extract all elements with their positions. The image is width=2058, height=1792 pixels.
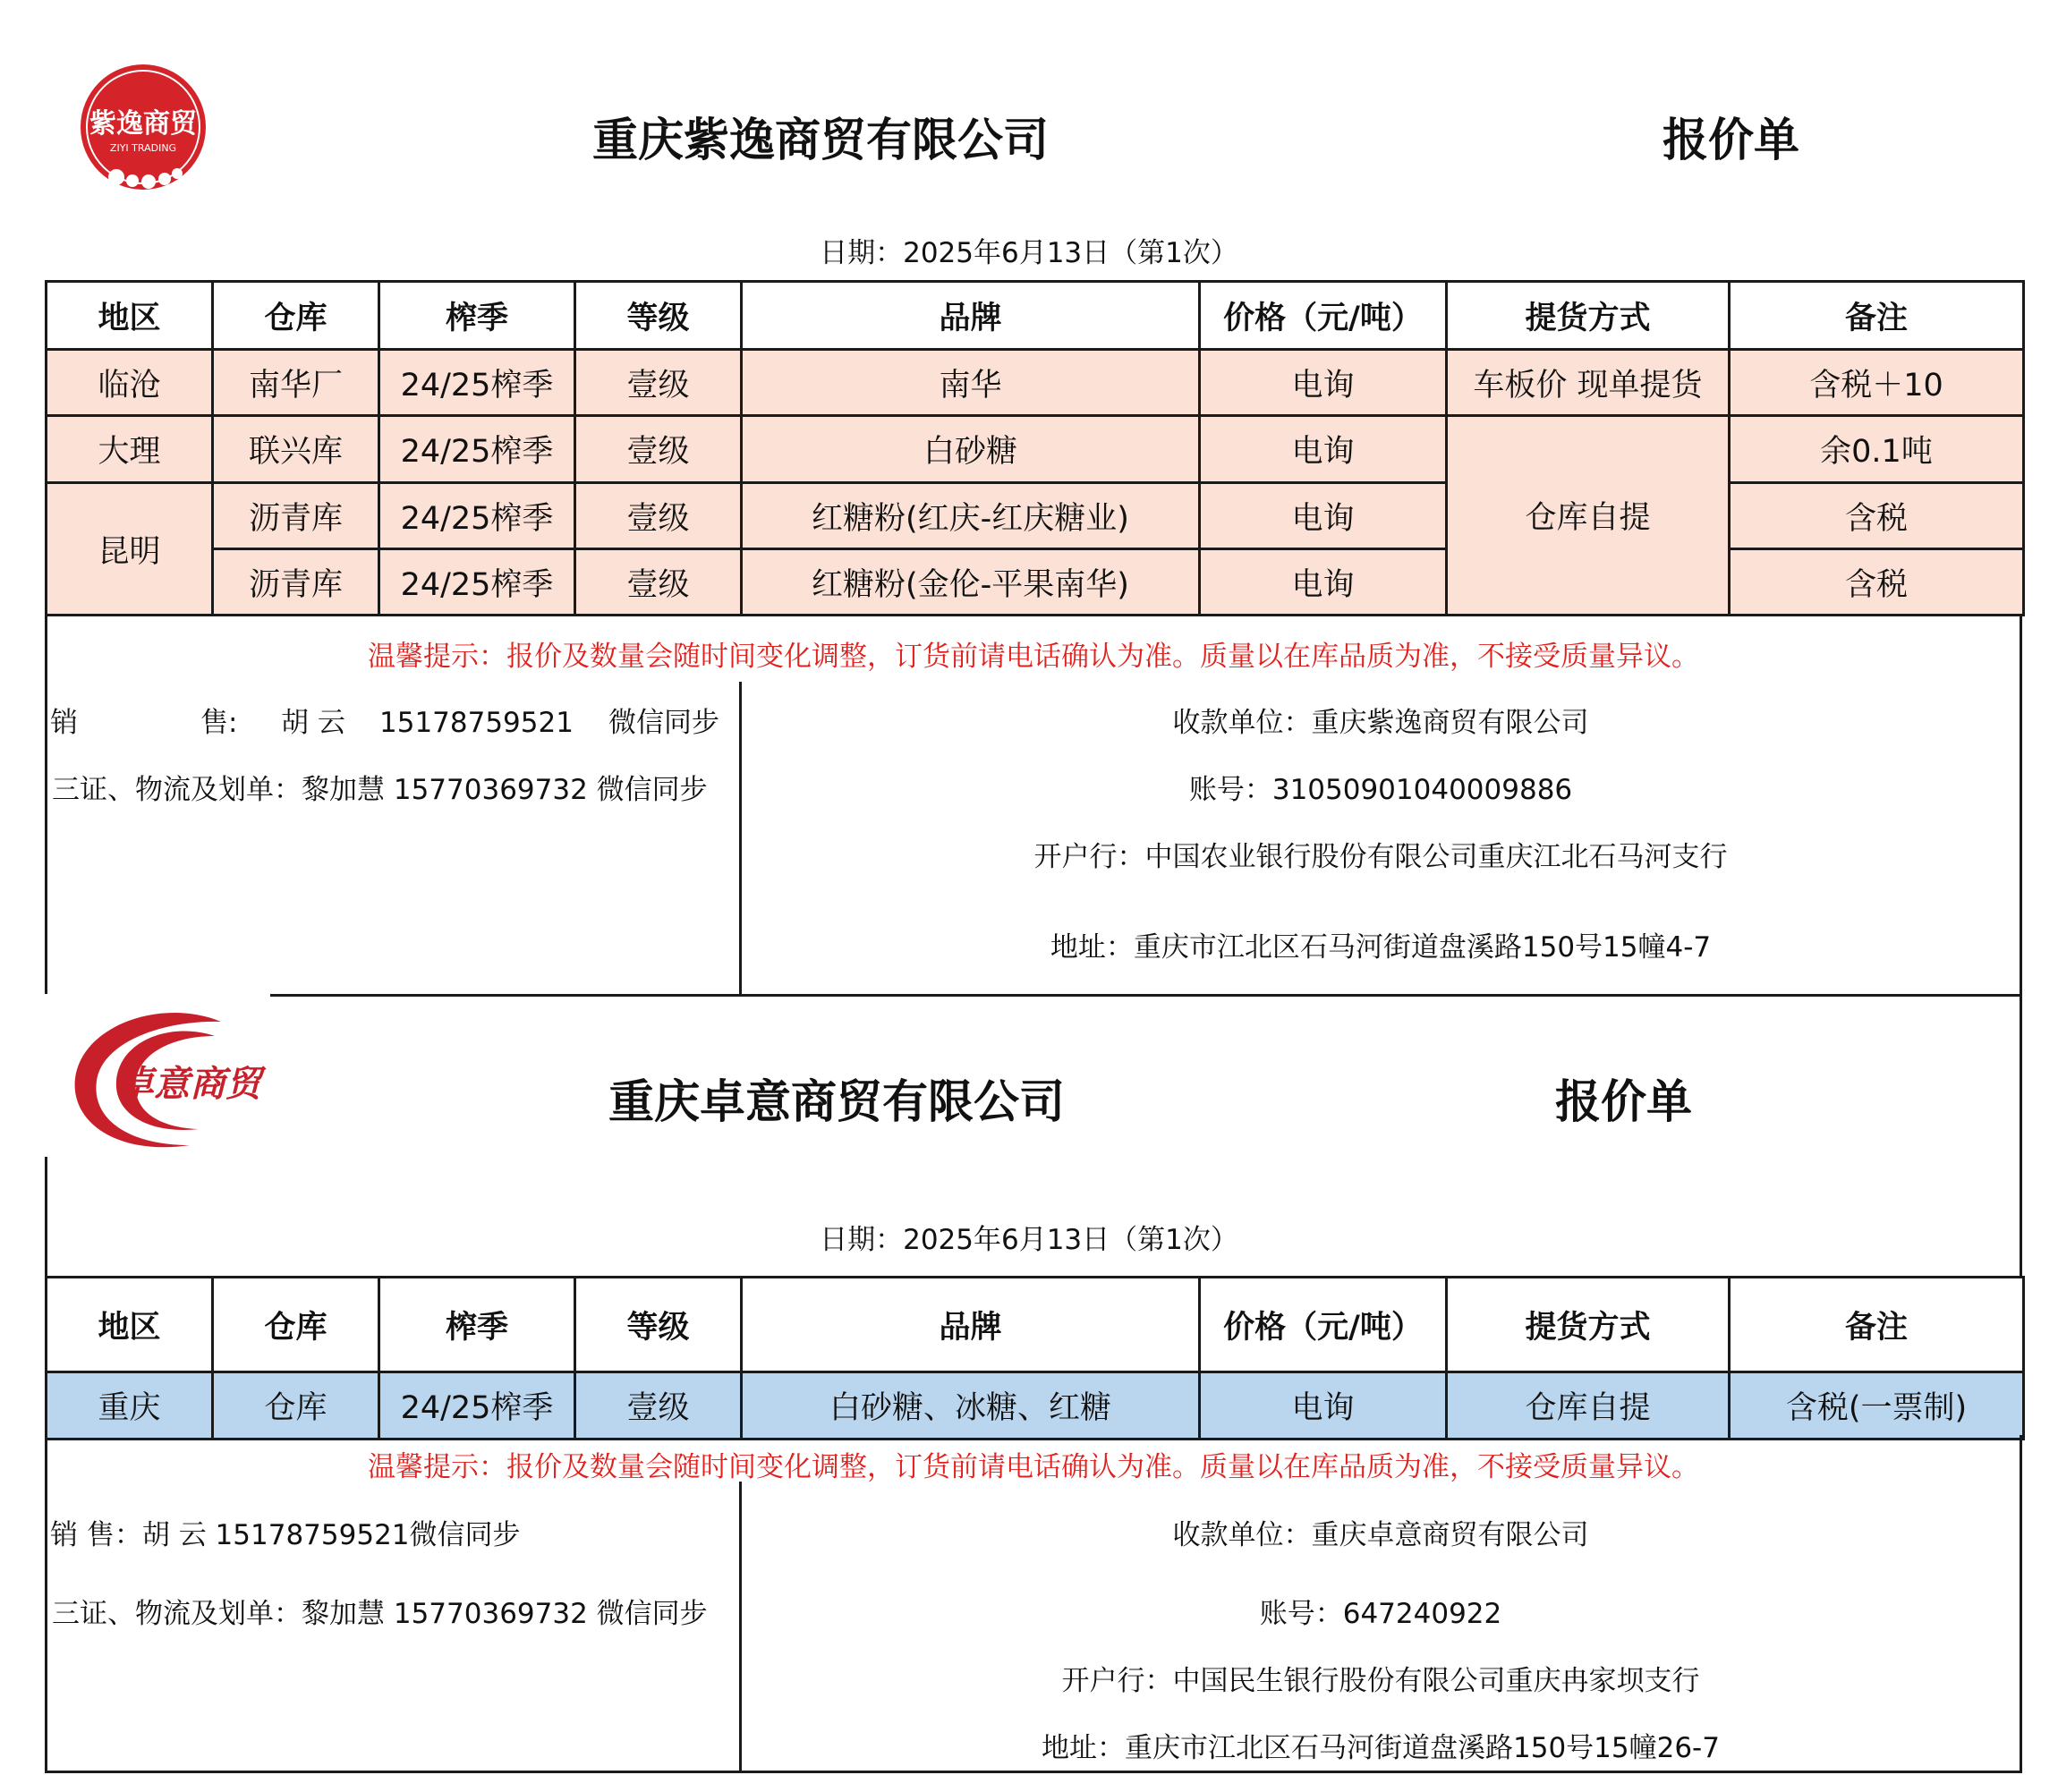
cell-grade: 壹级: [575, 483, 742, 549]
bank-name: 开户行：中国民生银行股份有限公司重庆冉家坝支行: [1061, 1665, 1700, 1697]
cell-grade: 壹级: [575, 350, 742, 416]
doc-title: 报价单: [1555, 1076, 1693, 1129]
bank-name: 开户行：中国农业银行股份有限公司重庆江北石马河支行: [1033, 841, 1728, 873]
company-name: 重庆卓意商贸有限公司: [608, 1076, 1066, 1129]
cell-price: 电询: [1200, 549, 1447, 616]
quote-table-1: [45, 280, 2025, 616]
sales-wechat: 微信同步: [608, 707, 719, 739]
header-region: 地区: [47, 282, 213, 350]
table-header-row: [47, 282, 2024, 350]
address: 地址：重庆市江北区石马河街道盘溪路150号15幢4-7: [1050, 931, 1712, 964]
header-grade: 等级: [575, 1278, 742, 1372]
warning-notice: 温馨提示：报价及数量会随时间变化调整，订货前请电话确认为准。质量以在库品质为准，不接受质量异议。: [368, 1451, 1699, 1483]
ziyi-logo: [63, 64, 224, 190]
table-row: [47, 1372, 2024, 1440]
cell-brand: 南华: [742, 350, 1200, 416]
cell-season: 24/25榨季: [379, 483, 575, 549]
cell-price: 电询: [1200, 1372, 1447, 1440]
header-price: 价格（元/吨）: [1200, 1278, 1447, 1372]
table-row: [47, 350, 2024, 416]
cell-brand: 白砂糖、冰糖、红糖: [742, 1372, 1200, 1440]
quote-table-2: [45, 1276, 2025, 1440]
cell-note: 含税: [1730, 483, 2024, 549]
sales-label: 销: [50, 707, 78, 739]
cell-price: 电询: [1200, 350, 1447, 416]
header-brand: 品牌: [742, 282, 1200, 350]
quote-date: 日期：2025年6月13日（第1次）: [820, 1224, 1238, 1256]
header-price: 价格（元/吨）: [1200, 282, 1447, 350]
account-number: 账号：647240922: [1259, 1598, 1502, 1630]
ziyi-logo-subtext: ZIYI TRADING: [109, 142, 177, 154]
sales-contact: 销 售：胡 云 15178759521微信同步: [50, 1519, 521, 1551]
cell-region: 大理: [47, 416, 213, 483]
logistics-contact: 三证、物流及划单：黎加慧 15770369732 微信同步: [52, 1598, 708, 1630]
cell-warehouse: 联兴库: [213, 416, 379, 483]
header-note: 备注: [1730, 1278, 2024, 1372]
header-pickup: 提货方式: [1447, 282, 1730, 350]
cell-warehouse: 沥青库: [213, 549, 379, 616]
logistics-contact: 三证、物流及划单：黎加慧 15770369732 微信同步: [52, 774, 708, 806]
header-pickup: 提货方式: [1447, 1278, 1730, 1372]
cell-warehouse: 南华厂: [213, 350, 379, 416]
cell-pickup-merged: 仓库自提: [1447, 416, 1730, 616]
sales-label-2: 售:: [200, 707, 238, 739]
cell-grade: 壹级: [575, 416, 742, 483]
ziyi-logo-graphic: [63, 64, 224, 190]
header-grade: 等级: [575, 282, 742, 350]
cell-note: 含税(一票制): [1730, 1372, 2024, 1440]
payee: 收款单位：重庆紫逸商贸有限公司: [1172, 707, 1589, 739]
header-warehouse: 仓库: [213, 282, 379, 350]
header-note: 备注: [1730, 282, 2024, 350]
cell-brand: 红糖粉(金伦-平果南华): [742, 549, 1200, 616]
doc-title: 报价单: [1663, 115, 1800, 167]
cell-note: 含税: [1730, 549, 2024, 616]
cell-season: 24/25榨季: [379, 1372, 575, 1440]
cell-price: 电询: [1200, 416, 1447, 483]
cell-brand: 白砂糖: [742, 416, 1200, 483]
zhuoyi-logo-text: 卓意商贸: [118, 1064, 261, 1105]
header-warehouse: 仓库: [213, 1278, 379, 1372]
warning-notice: 温馨提示：报价及数量会随时间变化调整，订货前请电话确认为准。质量以在库品质为准，不接受质量异议。: [368, 641, 1699, 673]
payee: 收款单位：重庆卓意商贸有限公司: [1172, 1519, 1589, 1551]
cell-warehouse: 仓库: [213, 1372, 379, 1440]
cell-pickup: 仓库自提: [1447, 1372, 1730, 1440]
header-season: 榨季: [379, 1278, 575, 1372]
header-brand: 品牌: [742, 1278, 1200, 1372]
cell-pickup: 车板价 现单提货: [1447, 350, 1730, 416]
header-region: 地区: [47, 1278, 213, 1372]
address: 地址：重庆市江北区石马河街道盘溪路150号15幢26-7: [1042, 1732, 1720, 1764]
cell-price: 电询: [1200, 483, 1447, 549]
cell-season: 24/25榨季: [379, 416, 575, 483]
sales-phone: 15178759521: [379, 707, 574, 739]
account-number: 账号：31050901040009886: [1188, 774, 1573, 806]
cell-note: 含税＋10: [1730, 350, 2024, 416]
ziyi-logo-text: 紫逸商贸: [89, 108, 197, 140]
sales-contact: [50, 700, 719, 740]
cell-region-merged: 昆明: [47, 483, 213, 616]
cell-region: 重庆: [47, 1372, 213, 1440]
table-row: [47, 416, 2024, 483]
zhuoyi-logo: [64, 1002, 270, 1159]
cell-warehouse: 沥青库: [213, 483, 379, 549]
quote-date: 日期：2025年6月13日（第1次）: [820, 237, 1238, 269]
sales-name: 胡 云: [281, 707, 345, 739]
zhuoyi-logo-graphic: [64, 1002, 270, 1159]
cell-brand: 红糖粉(红庆-红庆糖业): [742, 483, 1200, 549]
cell-season: 24/25榨季: [379, 350, 575, 416]
cell-grade: 壹级: [575, 549, 742, 616]
table-header-row: [47, 1278, 2024, 1372]
cell-region: 临沧: [47, 350, 213, 416]
company-name: 重庆紫逸商贸有限公司: [592, 115, 1050, 167]
cell-season: 24/25榨季: [379, 549, 575, 616]
cell-grade: 壹级: [575, 1372, 742, 1440]
header-season: 榨季: [379, 282, 575, 350]
cell-note: 余0.1吨: [1730, 416, 2024, 483]
